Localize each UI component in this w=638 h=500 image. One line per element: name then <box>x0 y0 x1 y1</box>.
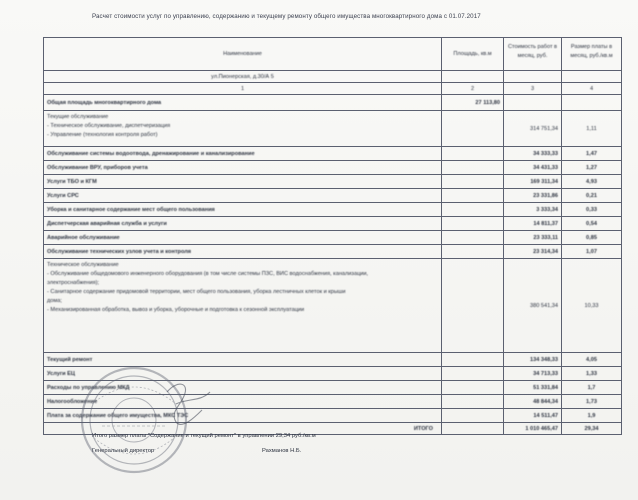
row-rate: 1,33 <box>562 367 622 381</box>
grand-total-cost: 1 010 465,47 <box>504 423 562 435</box>
tech-rate: 10,33 <box>562 259 622 353</box>
row-cost: 51 331,84 <box>504 381 562 395</box>
total-area-row <box>44 95 622 111</box>
tech-block-row <box>44 259 622 353</box>
table-row <box>44 147 622 161</box>
column-number: 3 <box>504 83 562 95</box>
tech-cost: 380 541,34 <box>504 259 562 353</box>
maintenance-block-text <box>44 111 442 147</box>
row-name: Уборка и санитарное содержание мест общего пользования <box>44 203 442 217</box>
row-cost: 23 314,34 <box>504 245 562 259</box>
row-name: Услуги СРС <box>44 189 442 203</box>
table-row <box>44 203 622 217</box>
row-rate: 1,07 <box>562 245 622 259</box>
maintenance-cost: 314 751,34 <box>504 111 562 147</box>
table-row <box>44 161 622 175</box>
row-cost: 34 713,33 <box>504 367 562 381</box>
list-item: - Механизированная обработка, вывоз и уборка, уборочные и подготовка к сезонной эксплуатации <box>47 307 305 313</box>
header-area: Площадь, кв.м <box>442 38 504 71</box>
list-item: - Санитарное содержание придомовой территории, мест общего пользования, уборка лестничных клеток и крыши <box>47 289 346 295</box>
row-name: Плата за содержание общего имущества, МКС ТЭС <box>44 409 442 423</box>
header-rate: Размер платы в месяц, руб./кв.м <box>562 38 622 71</box>
row-cost: 23 333,11 <box>504 231 562 245</box>
row-rate: 1,7 <box>562 381 622 395</box>
row-rate: 4,93 <box>562 175 622 189</box>
list-item: электроснабжения); <box>47 280 100 286</box>
row-name: Обслуживание системы водоотвода, дренажирование и канализирование <box>44 147 442 161</box>
row-rate: 1,73 <box>562 395 622 409</box>
table-row <box>44 231 622 245</box>
list-item: - Техническое обслуживание, диспетчеризация <box>47 123 171 129</box>
row-cost: 14 811,37 <box>504 217 562 231</box>
list-item: - Управление (технология контроля работ) <box>47 132 158 138</box>
row-cost: 169 311,34 <box>504 175 562 189</box>
header-name: Наименование <box>44 38 442 71</box>
header-cost: Стоимость работ в месяц, руб. <box>504 38 562 71</box>
row-rate: 4,05 <box>562 353 622 367</box>
table-row <box>44 217 622 231</box>
row-name: Диспетчерская аварийная служба и услуги <box>44 217 442 231</box>
column-number: 1 <box>44 83 442 95</box>
list-item: дома; <box>47 298 62 304</box>
row-rate: 0,33 <box>562 203 622 217</box>
row-rate: 0,85 <box>562 231 622 245</box>
column-number: 2 <box>442 83 504 95</box>
row-rate: 0,54 <box>562 217 622 231</box>
signatory-position: Генеральный директор <box>92 448 155 454</box>
row-cost: 3 333,34 <box>504 203 562 217</box>
row-cost: 34 431,33 <box>504 161 562 175</box>
grand-total-label: ИТОГО <box>44 423 442 435</box>
row-rate: 1,27 <box>562 161 622 175</box>
row-cost: 34 333,33 <box>504 147 562 161</box>
column-number-row <box>44 83 622 95</box>
total-area-value: 27 113,80 <box>442 95 504 111</box>
table-header-row <box>44 38 622 71</box>
column-number: 4 <box>562 83 622 95</box>
address-cell: ул.Пионерская, д.30/А 5 <box>44 71 442 83</box>
total-area-label: Общая площадь многоквартирного дома <box>44 95 442 111</box>
address-row <box>44 71 622 83</box>
signature-stroke <box>167 384 210 424</box>
grand-total-rate: 29,34 <box>562 423 622 435</box>
row-name: Расходы по управлению МКД <box>44 381 442 395</box>
company-seal <box>72 352 222 482</box>
row-rate: 1,47 <box>562 147 622 161</box>
row-name: Услуги ТБО и КГМ <box>44 175 442 189</box>
list-item: - Обслуживание общедомового инженерного оборудования (в том числе системы ПЗС, ВИС водоснабжения, канализации, <box>47 271 369 277</box>
row-rate: 0,21 <box>562 189 622 203</box>
list-item: Техническое обслуживание <box>47 262 119 268</box>
row-cost: 23 331,86 <box>504 189 562 203</box>
table-row <box>44 245 622 259</box>
row-name: Обслуживание технических узлов учета и контроля <box>44 245 442 259</box>
row-name: Аварийное обслуживание <box>44 231 442 245</box>
document-title: Расчет стоимости услуг по управлению, содержанию и текущему ремонту общего имущества многоквартирного дома с 01.07.2017 <box>92 13 481 20</box>
row-cost: 134 348,33 <box>504 353 562 367</box>
row-cost: 48 844,34 <box>504 395 562 409</box>
row-cost: 14 511,47 <box>504 409 562 423</box>
table-row <box>44 175 622 189</box>
row-name: Налогообложение <box>44 395 442 409</box>
row-rate: 1,9 <box>562 409 622 423</box>
list-item: Текущие обслуживание <box>47 114 109 120</box>
row-name: Услуги ЕЦ <box>44 367 442 381</box>
row-name: Текущий ремонт <box>44 353 442 367</box>
table-row <box>44 189 622 203</box>
row-name: Обслуживание ВРУ, приборов учета <box>44 161 442 175</box>
maintenance-block-row <box>44 111 622 147</box>
tech-block-text <box>44 259 442 353</box>
footer-note: Итого размер платы "Содержание и текущий ремонт" в управлении 29,34 руб./кв.м <box>92 433 316 439</box>
signatory-name: Рахманов Н.Б. <box>262 448 302 454</box>
maintenance-rate: 1,11 <box>562 111 622 147</box>
